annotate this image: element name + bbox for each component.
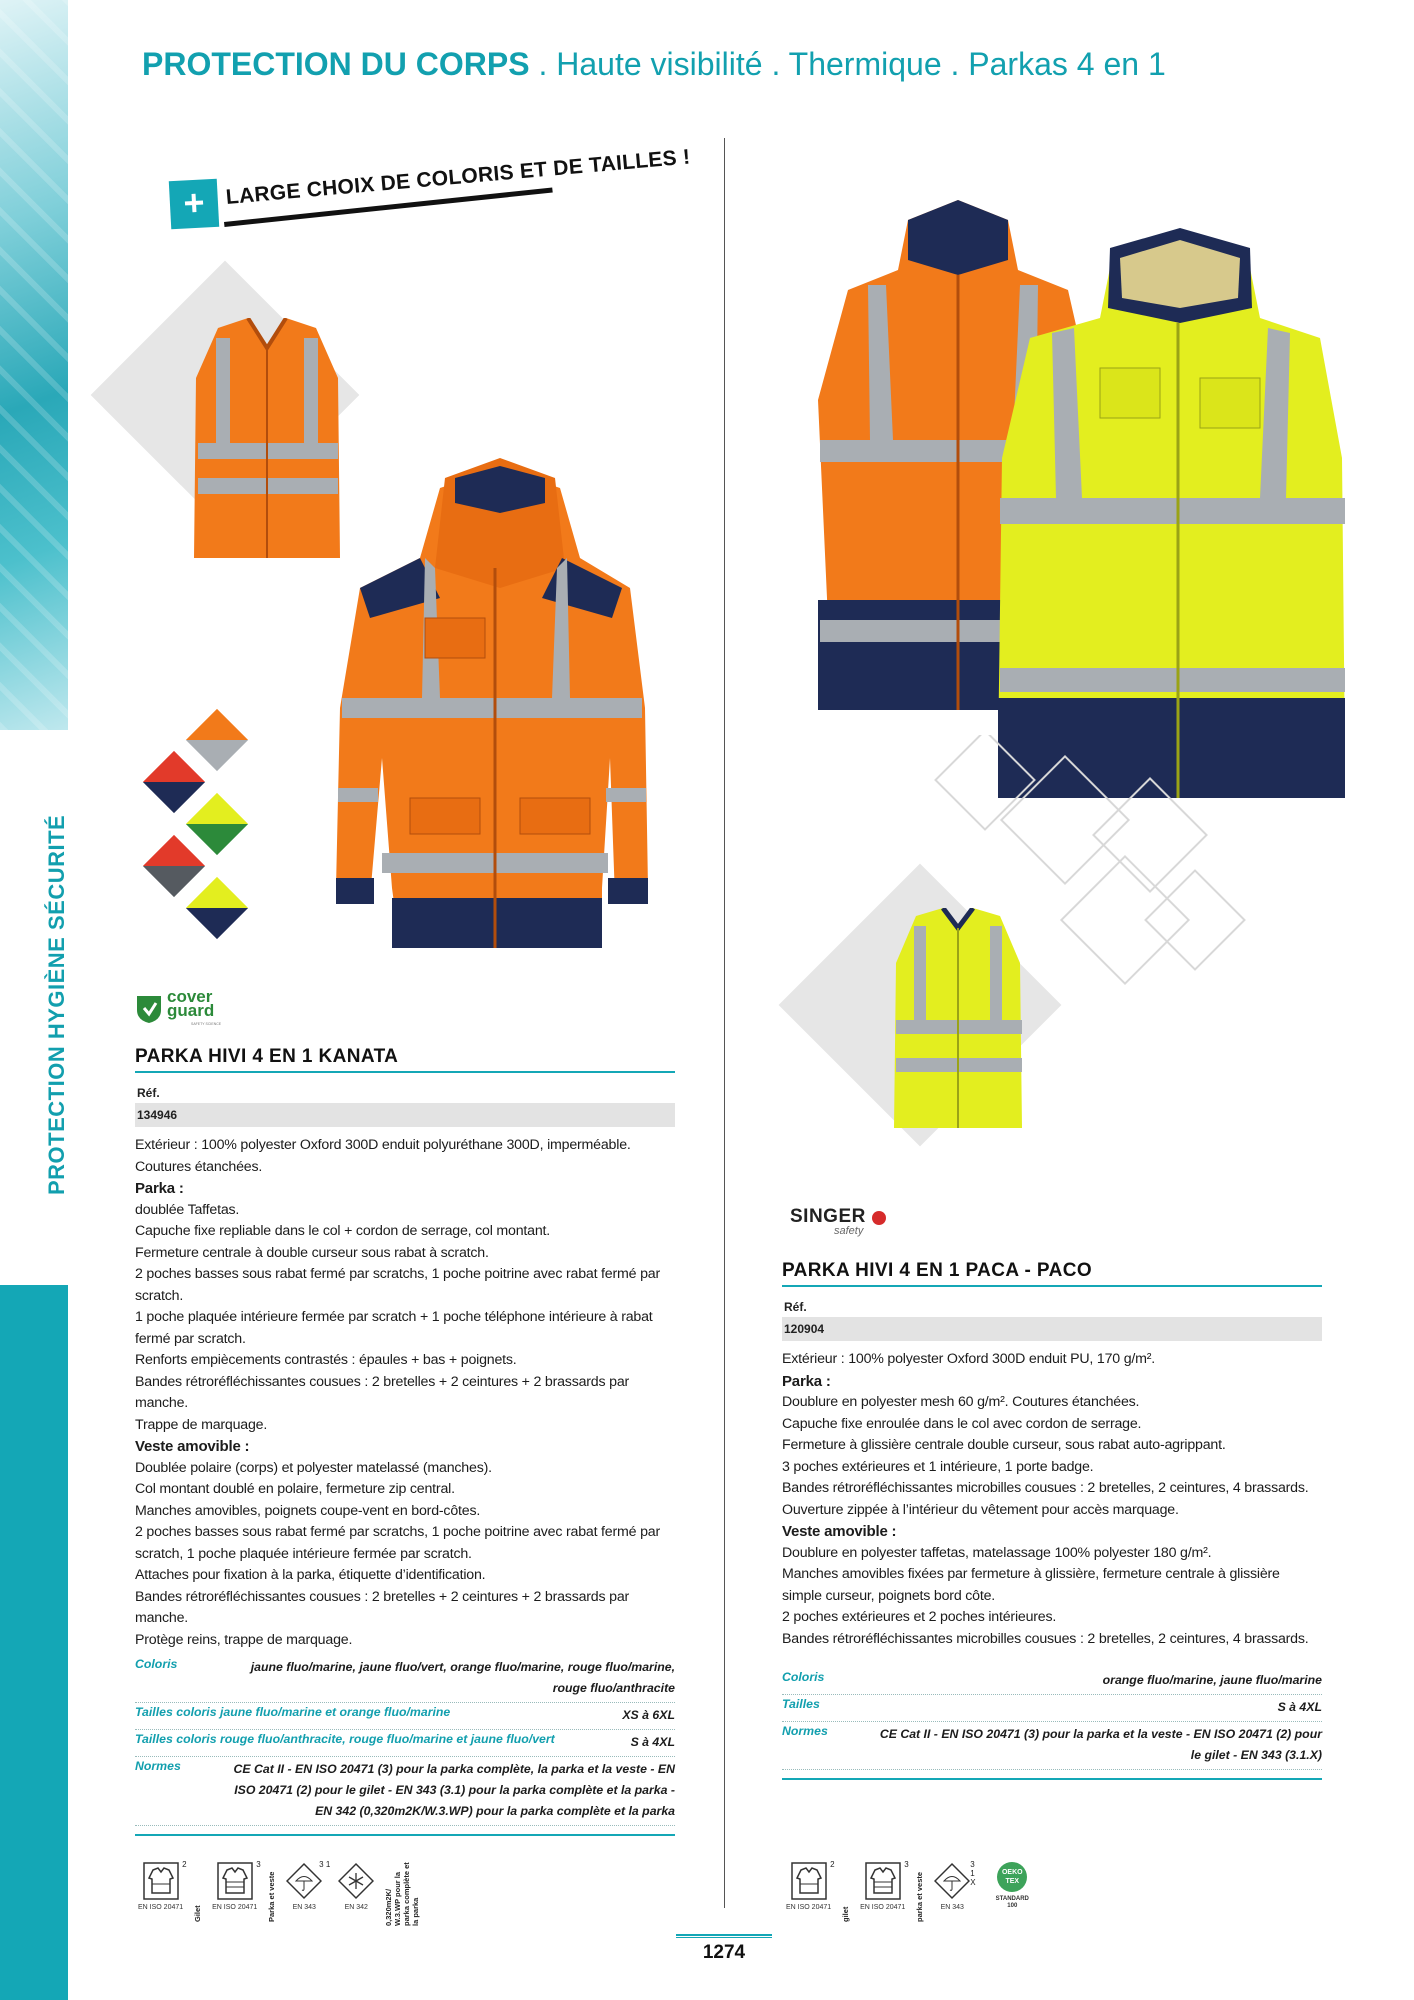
picto-en-342 — [338, 1862, 374, 1911]
product-title: PARKA HIVI 4 EN 1 KANATA — [135, 1046, 399, 1067]
oeko-tex-icon — [997, 1862, 1027, 1892]
spec-value: XS à 6XL — [622, 1708, 675, 1722]
veste-line: Attaches pour fixation à la parka, étiquette d’identification. — [135, 1567, 486, 1583]
spec-value: orange fluo/marine, jaune fluo/marine — [1102, 1673, 1322, 1687]
parka-line: 3 poches extérieures et 1 intérieure, 1 porte badge. — [782, 1458, 1094, 1475]
spec-table — [135, 1655, 675, 1826]
parka-line: 1 poche plaquée intérieure fermée par scratch + 1 poche téléphone intérieure à rabat fermé par scratch. — [135, 1309, 653, 1347]
veste-heading: Veste amovible : — [135, 1438, 250, 1455]
parka-line: Ouverture zippée à l’intérieur du vêtement pour accès marquage. — [782, 1501, 1179, 1518]
hi-vis-jacket-icon — [217, 1860, 261, 1900]
orange-vest-image — [188, 318, 346, 568]
picto-en-iso-20471-parka — [212, 1860, 261, 1911]
coverguard-word-cover: cover — [167, 987, 213, 1006]
parka-line: Bandes rétroréfléchissantes microbilles cousues : 2 bretelles, 2 ceintures, 4 brassards. — [782, 1480, 1309, 1496]
veste-line: Doublure en polyester taffetas, matelassage 100% polyester 180 g/m². — [782, 1544, 1212, 1561]
hi-vis-jacket-icon — [143, 1860, 187, 1900]
swatch-rouge-fluo-marine — [143, 751, 205, 813]
coverguard-word-guard: guard — [167, 1001, 215, 1020]
parka-line: Fermeture à glissière centrale double curseur, sous rabat auto-agrippant. — [782, 1437, 1226, 1453]
veste-line: Bandes rétroréfléchissantes microbilles cousues : 2 bretelles, 2 ceintures, 4 brassards. — [782, 1630, 1309, 1647]
spec-row-normes — [782, 1722, 1322, 1770]
product-description — [135, 1135, 675, 1651]
parka-line: Bandes rétroréfléchissantes cousues : 2 bretelles + 2 ceintures + 2 brassards par manche. — [135, 1373, 630, 1411]
parka-line: Renforts empiècements contrastés : épaules + bas + poignets. — [135, 1352, 517, 1368]
veste-heading: Veste amovible : — [782, 1523, 897, 1540]
title-rule — [782, 1285, 1322, 1287]
veste-line: 2 poches extérieures et 2 poches intérieures. — [782, 1609, 1057, 1625]
veste-line: Manches amovibles, poignets coupe-vent en bord-côtes. — [135, 1502, 481, 1519]
picto-caption: EN 342 — [344, 1904, 368, 1911]
veste-line: 2 poches basses sous rabat fermé par scratchs, 1 poche poitrine avec rabat fermé par scratch, 1 poche plaquée intérieure fermée par scratch. — [135, 1524, 660, 1562]
veste-line: Manches amovibles fixées par fermeture à glissière, fermeture centrale à glissière simple curseur, poignets bord côte. — [782, 1566, 1280, 1604]
parka-line: 2 poches basses sous rabat fermé par scratchs, 1 poche poitrine avec rabat fermé par scratch. — [135, 1266, 660, 1304]
spec-value: CE Cat II - EN ISO 20471 (3) pour la parka complète, la parka et la veste - EN ISO 20471 (2) pour le gilet - EN 343 (3.1) pour la parka complète et la parka - EN 342 (0,320m2K/W.3.WP) pour la parka complète et la parka — [233, 1762, 675, 1818]
spec-row-coloris — [782, 1668, 1322, 1695]
spec-row-tailles-2 — [135, 1730, 675, 1757]
picto-caption: EN 343 — [292, 1904, 316, 1911]
veste-line: Col montant doublé en polaire, fermeture zip central. — [135, 1481, 455, 1497]
yellow-vest-image — [888, 908, 1028, 1136]
spec-label: Normes — [782, 1724, 828, 1738]
picto-side-note: Parka et veste — [267, 1871, 277, 1922]
sidebar-teal-band — [0, 1285, 68, 2000]
picto-caption: EN ISO 20471 — [860, 1904, 906, 1911]
rain-umbrella-icon — [286, 1860, 331, 1900]
swatch-orange-fluo — [186, 709, 248, 771]
picto-class-number: 3 — [256, 1860, 261, 1869]
parka-line: Trappe de marquage. — [135, 1416, 268, 1433]
oeko-tex-badge — [992, 1862, 1032, 1910]
picto-en-343 — [286, 1860, 331, 1911]
picto-side-note: Gilet — [193, 1905, 203, 1922]
picto-class-number: 3 1 — [319, 1860, 331, 1869]
oeko-line: TEX — [1005, 1878, 1020, 1885]
picto-caption: EN ISO 20471 — [212, 1904, 258, 1911]
veste-line: Bandes rétroréfléchissantes cousues : 2 bretelles + 2 ceintures + 2 brassards par manche. — [135, 1588, 630, 1626]
rain-umbrella-icon — [934, 1860, 976, 1900]
picto-en-iso-20471-parka — [860, 1860, 909, 1911]
title-rule — [135, 1071, 675, 1073]
singer-subtitle: safety — [834, 1225, 864, 1237]
picto-caption: EN 343 — [940, 1904, 964, 1911]
picto-caption: EN ISO 20471 — [786, 1904, 832, 1911]
spec-label: Normes — [135, 1759, 181, 1773]
block-bottom-rule — [782, 1778, 1322, 1780]
sidebar — [0, 0, 68, 2000]
veste-line: Doublée polaire (corps) et polyester matelassé (manches). — [135, 1459, 492, 1476]
veste-line: Protège reins, trappe de marquage. — [135, 1631, 353, 1648]
page-title-subtitle: . Haute visibilité . Thermique . Parkas 4 en 1 — [529, 46, 1166, 82]
coverguard-tagline: SAFETY SCIENCE — [191, 1022, 222, 1026]
parka-line: Fermeture centrale à double curseur sous rabat à scratch. — [135, 1244, 489, 1261]
spec-value: S à 4XL — [630, 1735, 675, 1749]
ref-value: 120904 — [782, 1317, 1322, 1341]
right-norm-pictograms — [786, 1862, 1042, 1922]
singer-safety-logo — [790, 1206, 910, 1246]
cold-snowflake-icon — [338, 1862, 374, 1900]
spec-label: Coloris — [135, 1657, 178, 1671]
choice-banner — [168, 145, 692, 242]
product-description — [782, 1349, 1322, 1650]
spec-label: Tailles — [782, 1697, 820, 1711]
page-title — [142, 46, 1166, 83]
spec-value: jaune fluo/marine, jaune fluo/vert, orange fluo/marine, rouge fluo/marine, rouge fluo/anthracite — [250, 1660, 675, 1695]
picto-caption: EN ISO 20471 — [138, 1904, 184, 1911]
sidebar-section-label: PROTECTION HYGIÈNE SÉCURITÉ — [44, 814, 69, 1195]
parka-line: doublée Taffetas. — [135, 1201, 240, 1218]
ref-value: 134946 — [135, 1103, 675, 1127]
spec-table — [782, 1668, 1322, 1770]
parka-heading: Parka : — [782, 1372, 831, 1390]
exterior-text: Extérieur : 100% polyester Oxford 300D enduit polyuréthane 300D, imperméable. Coutures étanchées. — [135, 1137, 631, 1175]
parka-line: Capuche fixe repliable dans le col + cordon de serrage, col montant. — [135, 1223, 551, 1239]
spec-value: S à 4XL — [1277, 1700, 1322, 1714]
coverguard-logo — [135, 987, 255, 1028]
product-paca-paco — [782, 1260, 1322, 1780]
parka-line: Doublure en polyester mesh 60 g/m². Coutures étanchées. — [782, 1394, 1140, 1410]
column-divider — [724, 138, 725, 1908]
spec-value: CE Cat II - EN ISO 20471 (3) pour la parka et la veste - EN ISO 20471 (2) pour le gilet - EN 343 (3.1.X) — [879, 1727, 1322, 1762]
hi-vis-jacket-icon — [865, 1860, 909, 1900]
banner-text: LARGE CHOIX DE COLORIS ET DE TAILLES ! — [224, 145, 692, 209]
page-title-main: PROTECTION DU CORPS — [142, 46, 530, 82]
swatch-jaune-fluo-vert — [186, 793, 248, 855]
coverguard-shield-icon — [135, 994, 163, 1024]
picto-caption: STANDARD 100 — [995, 1896, 1029, 1909]
spec-label: Tailles coloris rouge fluo/anthracite, rouge fluo/marine et jaune fluo/vert — [135, 1732, 555, 1746]
page-number: 1274 — [702, 1942, 746, 1963]
sidebar-decorative-band — [0, 0, 68, 730]
picto-side-note: parka et veste — [915, 1871, 925, 1922]
swatch-jaune-fluo-marine — [186, 877, 248, 939]
plus-icon: + — [169, 179, 219, 229]
picto-side-note: gilet — [841, 1906, 851, 1922]
block-bottom-rule — [135, 1834, 675, 1836]
picto-class-number: 2 — [182, 1860, 187, 1869]
orange-parka-kanata-image — [330, 458, 652, 966]
product-kanata — [135, 1046, 675, 1836]
singer-wordmark: SINGER — [790, 1206, 866, 1227]
spec-row-normes — [135, 1757, 675, 1826]
picto-en-343 — [934, 1860, 976, 1911]
spec-row-tailles-1 — [135, 1703, 675, 1730]
picto-class-number: 3 — [904, 1860, 909, 1869]
spec-label: Tailles coloris jaune fluo/marine et orange fluo/marine — [135, 1705, 451, 1719]
spec-row-tailles — [782, 1695, 1322, 1722]
page-number-rule — [676, 1934, 772, 1938]
ref-label: Réf. — [137, 1086, 160, 1100]
exterior-text: Extérieur : 100% polyester Oxford 300D enduit PU, 170 g/m². — [782, 1351, 1156, 1367]
left-norm-pictograms — [138, 1862, 430, 1926]
picto-class-number: 2 — [830, 1860, 835, 1869]
parka-heading: Parka : — [135, 1180, 184, 1197]
spec-label: Coloris — [782, 1670, 825, 1684]
swatch-rouge-fluo-anthracite — [143, 835, 205, 897]
picto-en-iso-20471-gilet — [138, 1860, 187, 1911]
coverguard-wordmark — [167, 987, 215, 1020]
product-title: PARKA HIVI 4 EN 1 PACA - PACO — [782, 1260, 1093, 1281]
ref-label: Réf. — [784, 1300, 807, 1314]
picto-en-iso-20471-gilet — [786, 1860, 835, 1911]
singer-dot-icon — [872, 1211, 886, 1225]
hi-vis-jacket-icon — [791, 1860, 835, 1900]
picto-class-number: 3 1 X — [970, 1860, 976, 1887]
oeko-line: OEKO — [1001, 1869, 1023, 1876]
spec-row-coloris — [135, 1655, 675, 1703]
yellow-parka-paca-image — [990, 228, 1358, 802]
picto-side-note: 0,320m2K/ W.3.WP pour la parka complète et la parka — [384, 1862, 421, 1926]
parka-line: Capuche fixe enroulée dans le col avec cordon de serrage. — [782, 1415, 1142, 1432]
